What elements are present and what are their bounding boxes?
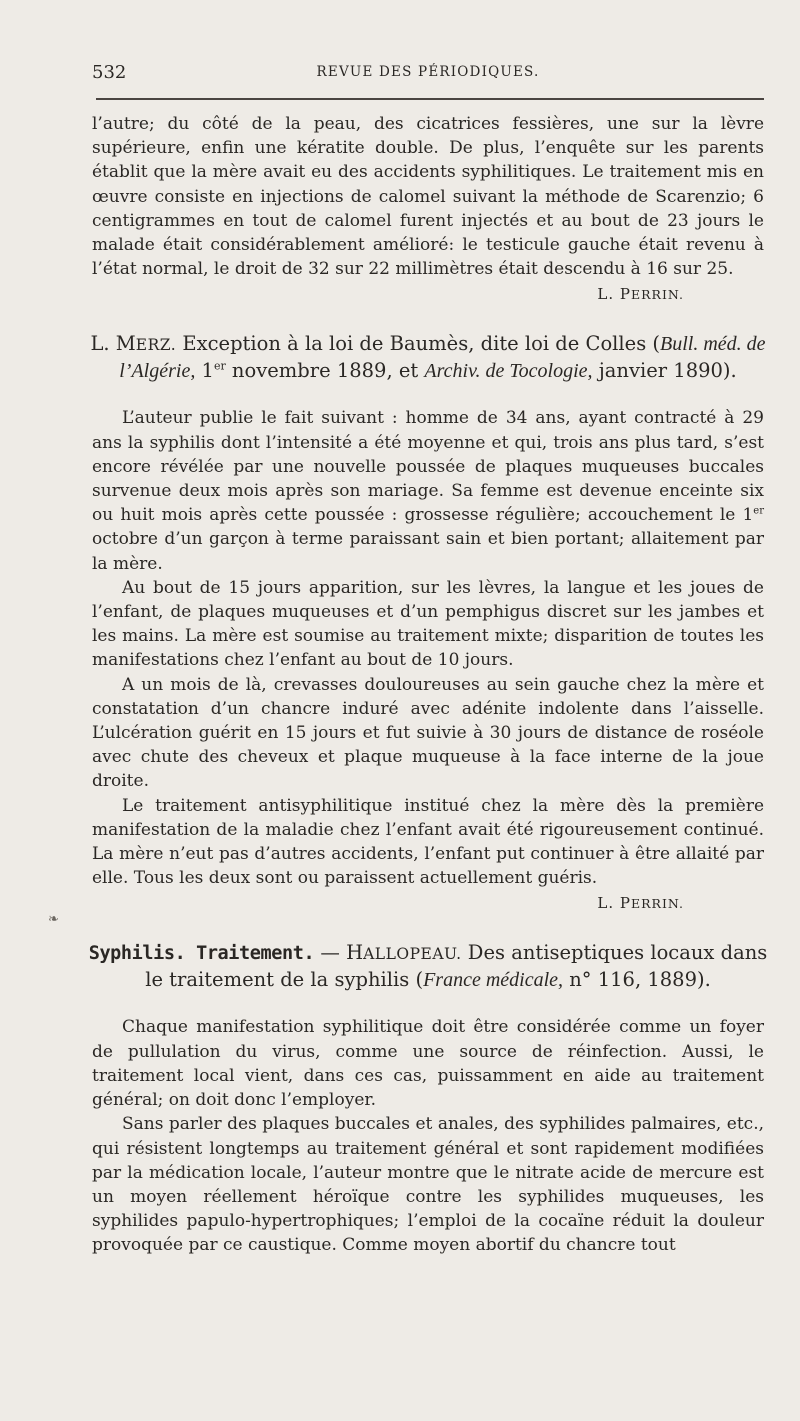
paragraph-child-symptoms: Au bout de 15 jours apparition, sur les lèvres, la langue et les joues de l’enfant, de plaques muqueuses et d’un pemphigus discret sur les jambes et les mains. La mère est soumise au traitement mixte; disparition de toutes les manifestations chez l’enfant au bout de 10 jours. [92,577,764,671]
signature-perrin-2 [92,894,684,912]
paragraph-text: octobre d’un garçon à terme paraissant sain et bien portant; allaitement par la mère. [92,529,764,574]
signature-perrin-1 [92,285,684,303]
signature-initial: L. P [597,894,631,913]
article-title: Exception à la loi de Baumès, dite loi de Colles ( [176,332,661,356]
signature-rest: ERRIN. [631,896,684,912]
issue-text: n° 116, 1889). [563,968,711,992]
paragraph-treatment: Le traitement antisyphilitique institué chez la mère dès la première manifestation de la maladie chez l’enfant avait été rigoureusement continué. La mère n’eut pas d’autres accidents, l’enfant put continuer à être allaité par elle. Tous les deux sont ou paraissent actuellement guéris. [92,795,764,889]
paragraph-local-treatment: Chaque manifestation syphilitique doit être considérée comme un foyer de pullulation du virus, comme une source de réinfection. Aussi, le traitement local vient, dans ces cas, puissamment en aide au traitement général; on doit donc l’employer. [92,1017,764,1111]
author-initial: L. M [90,332,136,356]
source-journal-2: Archiv. de Tocologie, [424,360,593,383]
paragraph-mother-chancre: A un mois de là, crevasses douloureuses au sein gauche chez la mère et constatation d’un chancre induré avec adénite indolente dans l’aisselle. L’ulcération guérit en 15 jours et fut suivie à 30 jours de distance de roséole avec chute des cheveux et plaque muqueuse à la face interne de la joue droite. [92,674,764,792]
article-title: Des antiseptiques locaux dans le traitement de la syphilis ( [145,941,768,992]
running-head [92,58,764,84]
header-rule [96,98,764,100]
source-journal: France médicale, [423,969,564,992]
paragraph-mercury-nitrate: Sans parler des plaques buccales et anales, des syphilides palmaires, etc., qui résistent longtemps au traitement général et sont rapidement modifiées par la médication locale, l’auteur montre que le nitrate acide de mercure est un moyen réellement héroïque contre les syphilides muqueuses, les syphilides papulo-hypertrophiques; l’emploi de la cocaïne réduit la douleur provoquée par ce caustique. Comme moyen abortif du chancre tout [92,1114,764,1256]
margin-mark: ❧ [48,912,59,927]
author-name: ERZ. [135,336,177,355]
date-text-2: novembre 1889, et [225,359,425,383]
author-name: ALLOPEAU. [363,945,462,964]
ordinal-suffix: er [213,359,226,373]
signature-initial: L. P [597,285,631,304]
page-number: 532 [92,62,127,83]
author-initial: — H [314,941,364,965]
ordinal-suffix: er [753,505,764,517]
journal-title: REVUE DES PÉRIODIQUES. [316,64,540,80]
continued-paragraph: l’autre; du côté de la peau, des cicatrices fessières, une sur la lèvre supérieure, enfin une kératite double. De plus, l’enquête sur les parents établit que la mère avait eu des accidents syphilitiques. Le traitement mis en œuvre consiste en injections de calomel suivant la méthode de Scarenzio; 6 centigrammes en tout de calomel furent injectés et au bout de 23 jours le malade était considérablement amélioré: le testicule gauche était revenu à l’état normal, le droit de 32 sur 22 millimètres était descendu à 16 sur 25. [92,114,764,280]
source-journal: Bull. méd. de l’Algérie, [119,333,766,383]
date-text: 1 [195,359,214,383]
signature-rest: ERRIN. [631,287,684,303]
subject-heading: Syphilis. Traitement. [88,943,315,965]
paragraph-text: L’auteur publie le fait suivant : homme de 34 ans, ayant contracté à 29 ans la syphilis dont l’intensité a été moyenne et qui, trois ans plus tard, s’est encore révélée par une nouvelle poussée de plaques muqueuses buccales survenue deux mois après son mariage. Sa femme est devenue enceinte six ou huit mois après cette poussée : grossesse régulière; accouchement le 1 [92,408,764,526]
paragraph-case [92,406,764,575]
date-text-3: janvier 1890). [592,359,737,383]
article-heading-merz [88,331,768,384]
article-heading-hallopeau [88,940,768,993]
